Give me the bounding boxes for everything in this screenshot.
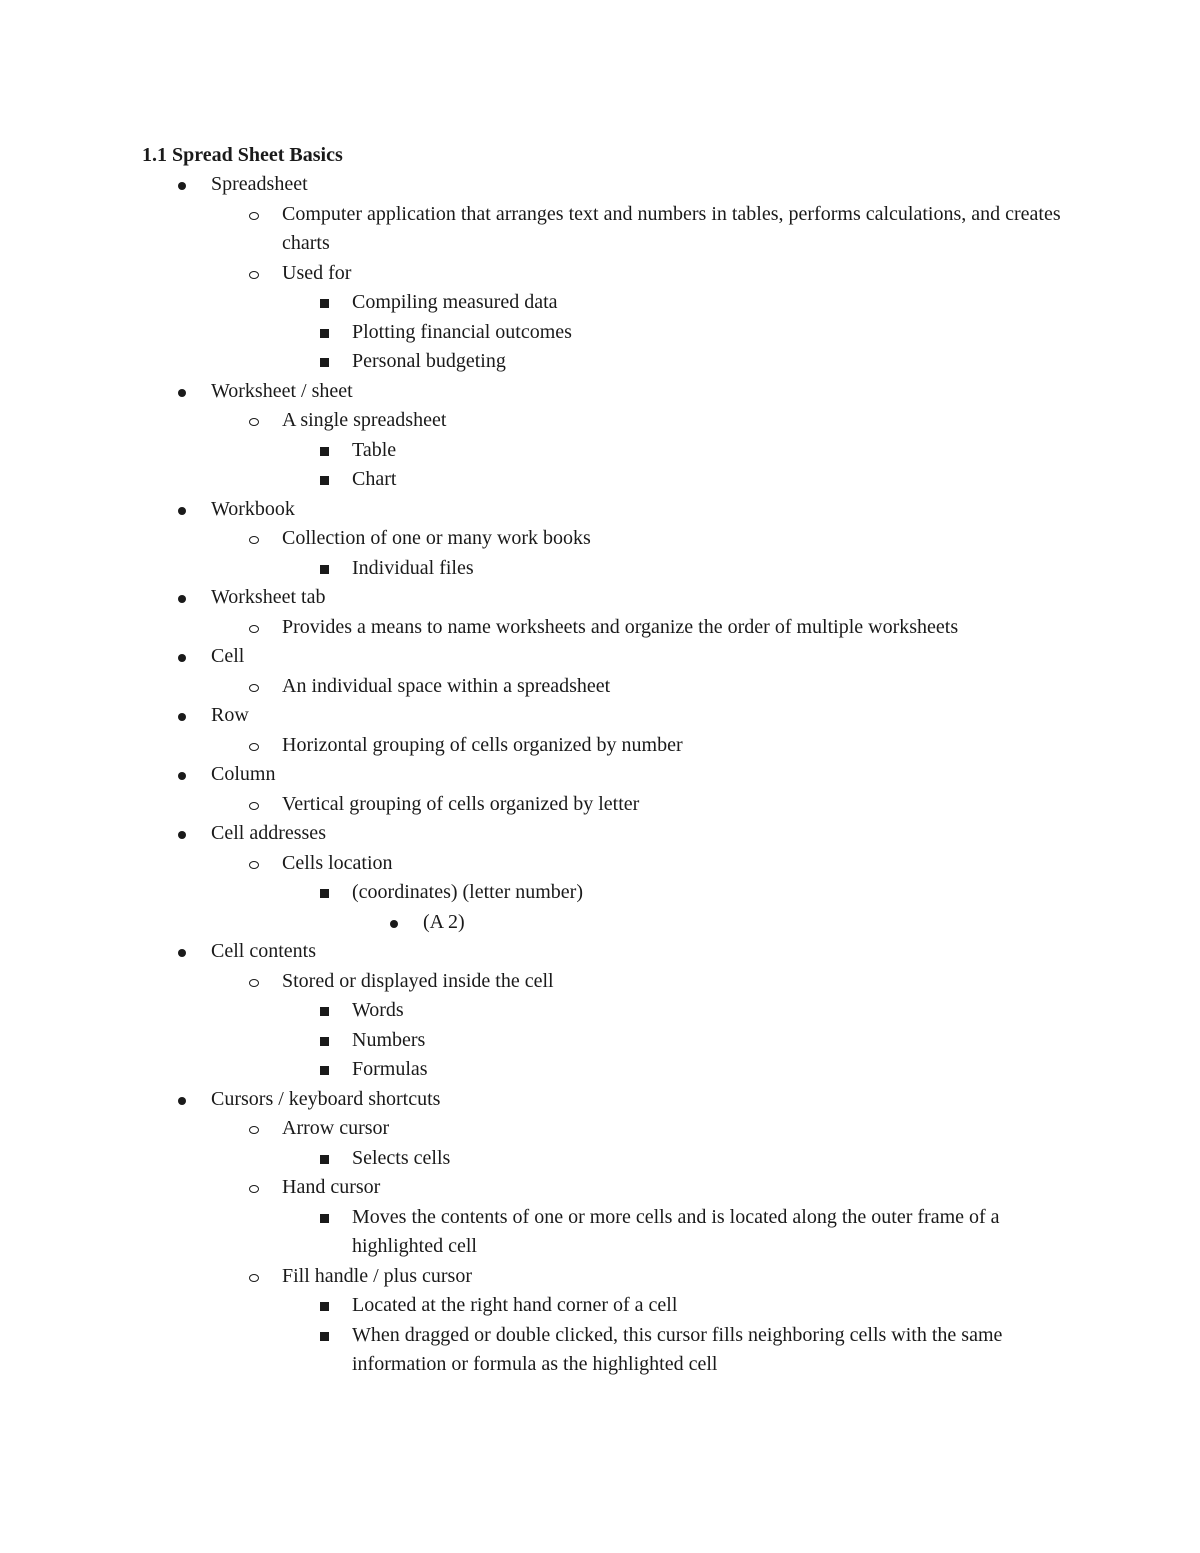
bullet-square-icon [314, 288, 334, 318]
bullet-square-icon [314, 465, 334, 495]
list-item [0, 1203, 1200, 1262]
bullet-dot-icon [172, 170, 192, 200]
list-item-text: Provides a means to name worksheets and organize the order of multiple worksheets [282, 615, 959, 638]
list-item [0, 200, 1200, 259]
list-item [0, 996, 1200, 1026]
list-item-text: Table [352, 438, 397, 461]
list-item-text: Located at the right hand corner of a cell [352, 1294, 678, 1316]
list-item [0, 701, 1200, 731]
list-item-text: Cell [211, 645, 245, 667]
list-item [0, 465, 1200, 495]
list-item-text: Workbook [211, 497, 295, 520]
list-item [0, 790, 1200, 820]
bullet-square-icon [314, 318, 334, 348]
list-item [0, 1085, 1200, 1115]
list-item [0, 731, 1200, 761]
bullet-square-icon [314, 1203, 334, 1233]
bullet-dot-icon [172, 377, 192, 407]
bullet-outline [0, 170, 1200, 1380]
list-item-text: Formulas [352, 1058, 428, 1080]
bullet-square-icon [314, 878, 334, 908]
list-item [0, 436, 1200, 466]
list-item [0, 583, 1200, 613]
list-item-text: Words [352, 999, 404, 1021]
bullet-square-icon [314, 996, 334, 1026]
list-item-text: Chart [352, 468, 397, 490]
bullet-dot-icon [172, 642, 192, 672]
list-item [0, 524, 1200, 554]
list-item [0, 819, 1200, 849]
list-item [0, 1026, 1200, 1056]
list-item-text: Individual files [352, 556, 474, 579]
list-item-text: Cells location [282, 851, 393, 874]
list-item [0, 288, 1200, 318]
list-item-text: Cursors / keyboard shortcuts [211, 1087, 441, 1110]
bullet-square-icon [314, 1055, 334, 1085]
list-item-text: Stored or displayed inside the cell [282, 969, 554, 992]
bullet-circle-icon [244, 672, 264, 702]
list-item-text: Collection of one or many work books [282, 527, 591, 549]
bullet-circle-icon [244, 1173, 264, 1203]
list-item [0, 1114, 1200, 1144]
list-item-text: Cell addresses [211, 822, 326, 844]
list-item [0, 1262, 1200, 1292]
bullet-square-icon [314, 1144, 334, 1174]
list-item-text: When dragged or double clicked, this cursor fills neighboring cells with the same information or formula as the highlighted cell [352, 1323, 1003, 1375]
bullet-circle-icon [244, 524, 264, 554]
list-item [0, 554, 1200, 584]
list-item [0, 495, 1200, 525]
bullet-circle-icon [244, 200, 264, 230]
list-item-text: Computer application that arranges text and numbers in tables, performs calculations, and creates charts [282, 202, 1061, 254]
list-item-text: Worksheet tab [211, 586, 326, 608]
list-item-text: A single spreadsheet [282, 409, 447, 431]
bullet-square-icon [314, 554, 334, 584]
list-item-text: Compiling measured data [352, 291, 558, 313]
list-item [0, 170, 1200, 200]
list-item-text: Worksheet / sheet [211, 379, 353, 402]
bullet-circle-icon [244, 1262, 264, 1292]
bullet-dot-icon [172, 819, 192, 849]
list-item [0, 672, 1200, 702]
bullet-dot-icon [172, 1085, 192, 1115]
list-item [0, 849, 1200, 879]
bullet-dot-icon [172, 937, 192, 967]
list-item-text: Used for [282, 261, 352, 284]
bullet-dot-icon [172, 701, 192, 731]
list-item-text: (coordinates) (letter number) [352, 881, 584, 903]
bullet-square-icon [314, 347, 334, 377]
list-item-text: Moves the contents of one or more cells and is located along the outer frame of a highlighted cell [352, 1205, 1000, 1257]
list-item [0, 1144, 1200, 1174]
bullet-circle-icon [244, 731, 264, 761]
list-item [0, 318, 1200, 348]
list-item [0, 1321, 1200, 1380]
list-item-text: Selects cells [352, 1146, 451, 1169]
list-item-text: Row [211, 704, 249, 726]
list-item [0, 406, 1200, 436]
bullet-dot-icon [172, 583, 192, 613]
bullet-circle-icon [244, 406, 264, 436]
list-item [0, 377, 1200, 407]
page-title: 1.1 Spread Sheet Basics [142, 144, 343, 166]
bullet-circle-icon [244, 259, 264, 289]
bullet-square-icon [314, 436, 334, 466]
list-item-text: Plotting financial outcomes [352, 320, 572, 343]
list-item [0, 347, 1200, 377]
list-item-text: Numbers [352, 1028, 426, 1051]
bullet-circle-icon [244, 849, 264, 879]
bullet-circle-icon [244, 1114, 264, 1144]
list-item [0, 259, 1200, 289]
list-item [0, 1291, 1200, 1321]
list-item [0, 908, 1200, 938]
list-item [0, 937, 1200, 967]
bullet-circle-icon [244, 613, 264, 643]
bullet-dot-icon [172, 495, 192, 525]
bullet-square-icon [314, 1026, 334, 1056]
list-item-text: Column [211, 763, 276, 785]
bullet-circle-icon [244, 790, 264, 820]
list-item-text: Hand cursor [282, 1176, 381, 1198]
list-item [0, 1173, 1200, 1203]
list-item-text: Vertical grouping of cells organized by letter [282, 792, 640, 815]
list-item-text: Arrow cursor [282, 1117, 390, 1139]
list-item-text: Horizontal grouping of cells organized by number [282, 733, 683, 756]
list-item-text: (A 2) [423, 910, 465, 933]
list-item [0, 760, 1200, 790]
list-item-text: Spreadsheet [211, 173, 308, 195]
bullet-square-icon [314, 1321, 334, 1351]
list-item [0, 613, 1200, 643]
list-item-text: Cell contents [211, 940, 316, 962]
list-item [0, 642, 1200, 672]
list-item-text: Fill handle / plus cursor [282, 1264, 472, 1287]
list-item [0, 878, 1200, 908]
list-item-text: Personal budgeting [352, 350, 506, 372]
list-item [0, 1055, 1200, 1085]
bullet-dot-icon [172, 760, 192, 790]
bullet-dot-icon [384, 908, 404, 938]
bullet-square-icon [314, 1291, 334, 1321]
list-item [0, 967, 1200, 997]
list-item-text: An individual space within a spreadsheet [282, 674, 611, 697]
bullet-circle-icon [244, 967, 264, 997]
